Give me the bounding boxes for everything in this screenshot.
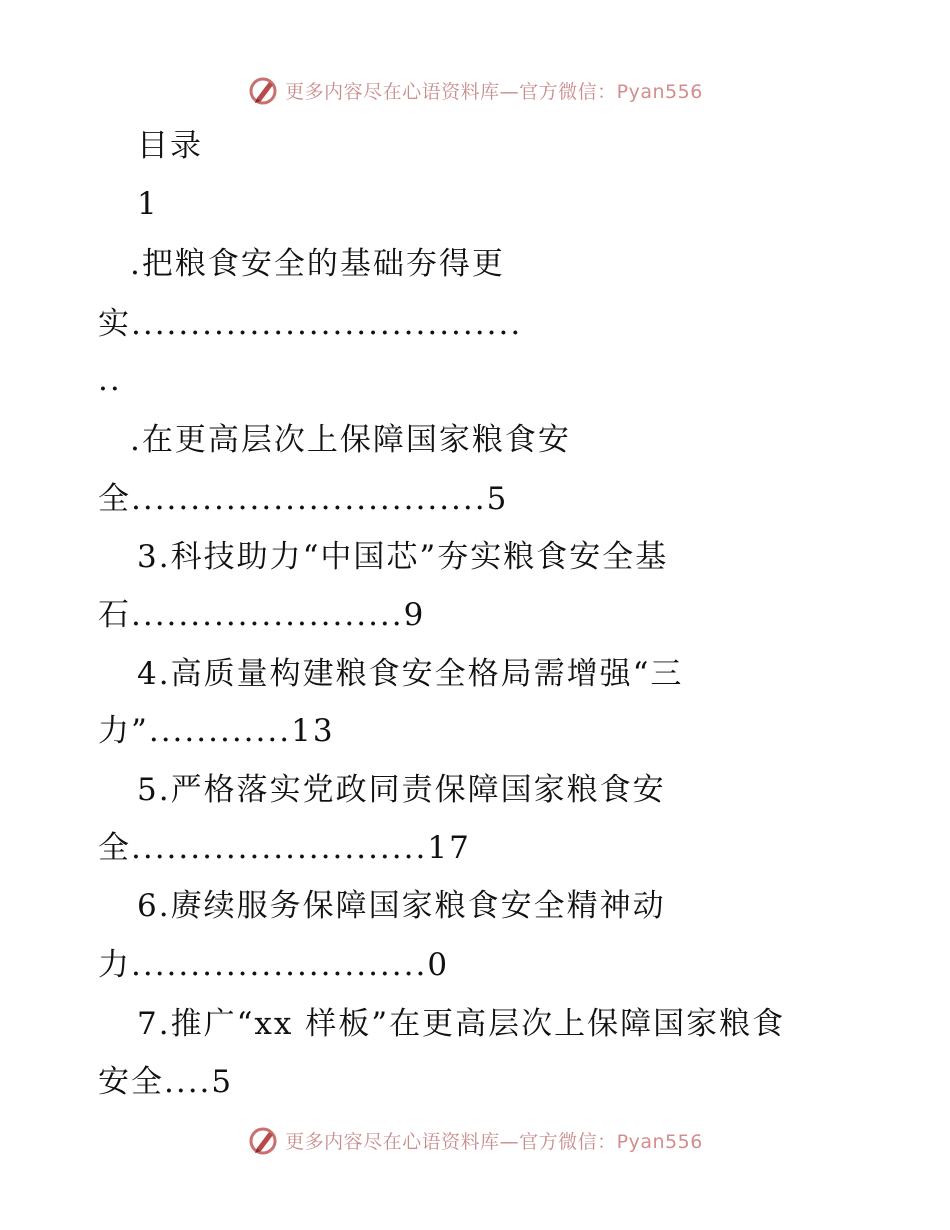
toc-line: 全.........................17 — [98, 830, 471, 866]
toc-line: 3.科技助力“中国芯”夯实粮食安全基 — [137, 539, 669, 575]
toc-title: 目录 — [137, 128, 203, 164]
toc-line: 力.........................0 — [98, 947, 450, 983]
toc-line: 5.严格落实党政同责保障国家粮食安 — [137, 772, 666, 808]
toc-line: 全..............................5 — [98, 481, 509, 517]
toc-line: .. — [98, 362, 122, 398]
toc-line: .把粮食安全的基础夯得更 — [130, 246, 505, 282]
footer-watermark — [0, 1120, 950, 1160]
watermark-text: 更多内容尽在心语资料库—官方微信：Pyan556 — [285, 1130, 703, 1153]
toc-line: 6.赓续服务保障国家粮食安全精神动 — [137, 888, 666, 924]
pen-logo-icon — [247, 1124, 279, 1156]
toc-line: 力”............13 — [98, 713, 335, 749]
toc-line: 4.高质量构建粮食安全格局需增强“三 — [137, 656, 684, 692]
toc-line: 1 — [137, 186, 159, 222]
toc-line: 实................................. — [98, 306, 523, 342]
toc-line: 安全....5 — [98, 1064, 234, 1100]
toc-line: .在更高层次上保障国家粮食安 — [130, 422, 571, 458]
watermark-text: 更多内容尽在心语资料库—官方微信：Pyan556 — [285, 80, 703, 103]
toc-line: 石.......................9 — [98, 597, 426, 633]
toc-line: 7.推广“xx 样板”在更高层次上保障国家粮食 — [137, 1006, 786, 1042]
